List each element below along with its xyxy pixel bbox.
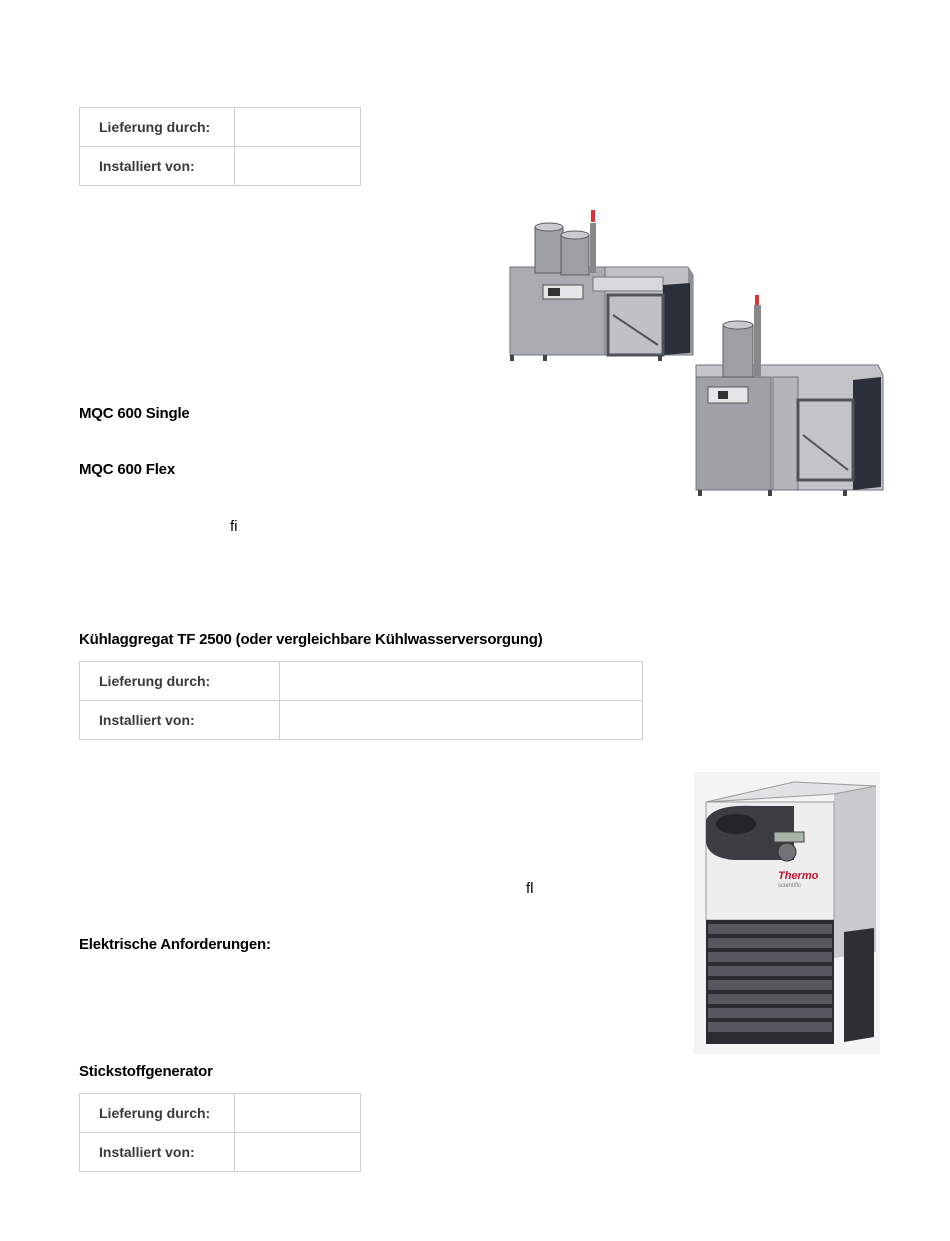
chiller-grille [708, 924, 832, 1042]
mqc-600-flex-machine-image [696, 295, 883, 496]
thermo-logo-subtitle: scientific [778, 883, 802, 889]
delivery-table-1 [79, 107, 361, 186]
ligature-glyph: ﬁ [230, 518, 238, 535]
installed-label: Installiert von: [80, 701, 280, 740]
delivery-label: Lieferung durch: [80, 108, 235, 147]
cooling-heading: Kühlaggregat TF 2500 (oder vergleichbare Kühlwasserversorgung) [79, 631, 543, 648]
thermo-logo: Thermo [778, 870, 819, 882]
table-row [80, 701, 643, 740]
installed-value [280, 701, 643, 740]
installed-label: Installiert von: [80, 147, 235, 186]
table-row [80, 147, 361, 186]
mqc-machines-image [498, 205, 893, 500]
thermo-chiller-image [694, 772, 880, 1054]
table-row [80, 108, 361, 147]
delivery-table-nitrogen [79, 1093, 361, 1172]
delivery-value [280, 662, 643, 701]
table-row [80, 1133, 361, 1172]
delivery-label: Lieferung durch: [80, 662, 280, 701]
ligature-glyph: ﬂ [526, 880, 534, 897]
installed-label: Installiert von: [80, 1133, 235, 1172]
electrical-requirements-heading: Elektrische Anforderungen: [79, 936, 271, 953]
delivery-table-cooling [79, 661, 643, 740]
installed-value [235, 147, 361, 186]
delivery-value [235, 108, 361, 147]
delivery-label: Lieferung durch: [80, 1094, 235, 1133]
delivery-value [235, 1094, 361, 1133]
table-row [80, 662, 643, 701]
nitrogen-generator-heading: Stickstoffgenerator [79, 1063, 213, 1080]
table-row [80, 1094, 361, 1133]
mqc-600-single-heading: MQC 600 Single [79, 405, 190, 422]
installed-value [235, 1133, 361, 1172]
mqc-600-single-machine-image [510, 210, 693, 361]
mqc-600-flex-heading: MQC 600 Flex [79, 461, 175, 478]
